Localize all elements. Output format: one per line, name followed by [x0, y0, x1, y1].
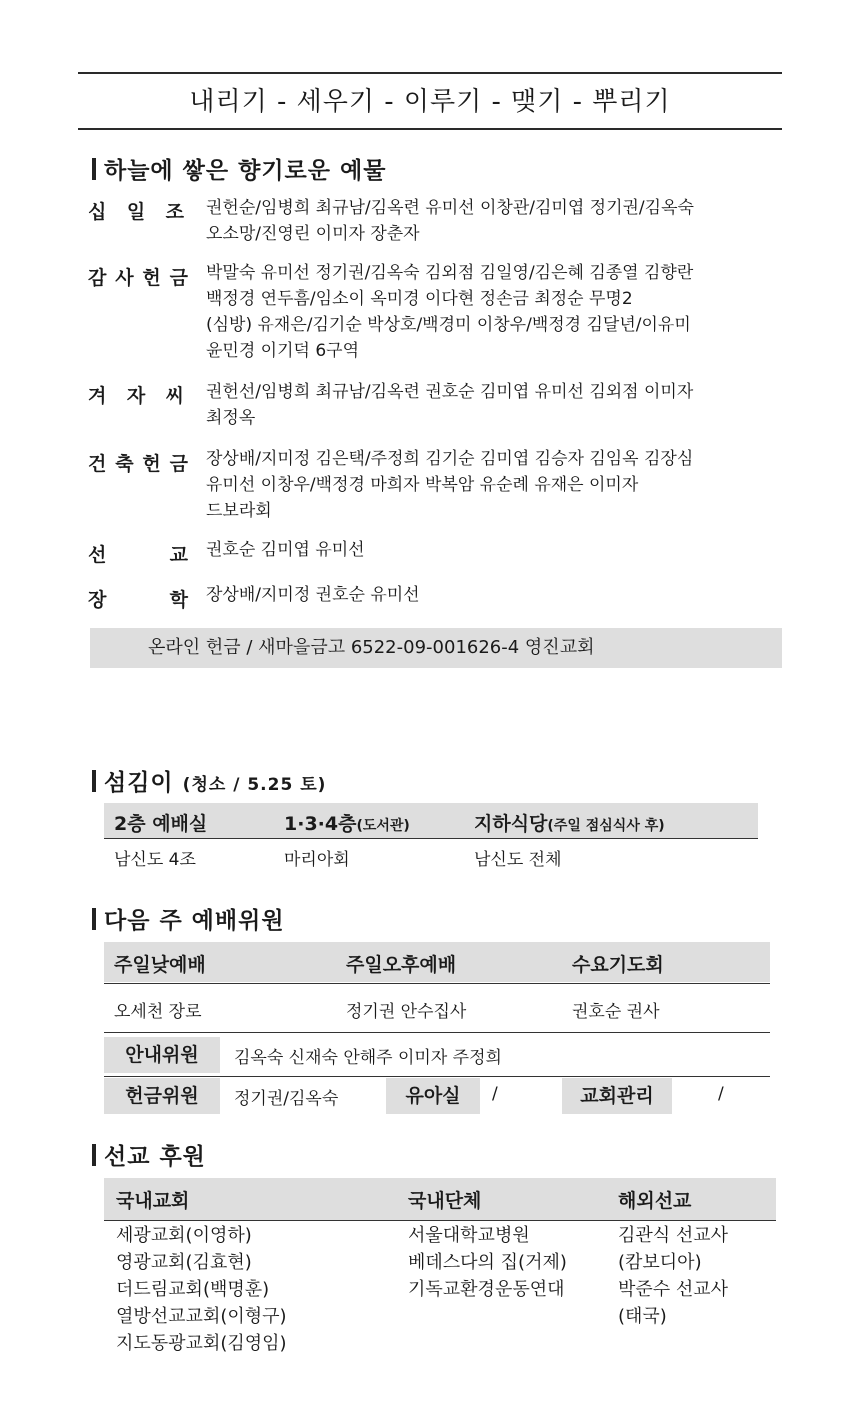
building-offering-names: 장상배/지미정 김은택/주정희 김기순 김미엽 김승자 김임옥 김장심 유미선 이창우/백정경 마희자 박복암 유순례 유재은 이미자 드보라회 [206, 449, 694, 521]
next-week-values-rule [104, 1032, 770, 1033]
list-item: 영광교회(김효현) [116, 1252, 252, 1273]
list-item: 더드림교회(백명훈) [116, 1279, 270, 1300]
next-week-header-rule [104, 983, 770, 984]
offering-section-title: 하늘에 쌓은 향기로운 예물 [92, 152, 386, 185]
domestic-church-list [116, 1222, 287, 1357]
section-bar-icon [92, 770, 96, 792]
label-scholarship: 장 학 [88, 589, 188, 611]
label-mission: 선 교 [88, 544, 188, 566]
next-week-header-wednesday: 수요기도회 [572, 954, 664, 976]
label-mustard-seed: 겨 자 씨 [88, 385, 184, 407]
church-management-label: 교회관리 [562, 1078, 672, 1114]
serving-header-2f: 2층 예배실 [114, 813, 208, 835]
scholarship-names: 장상배/지미정 권호순 유미선 [206, 585, 420, 605]
mission-header-rule [104, 1220, 776, 1221]
serving-header-basement: 지하식당(주일 점심식사 후) [474, 813, 665, 835]
mission-header-overseas: 해외선교 [618, 1190, 692, 1212]
serving-value-134f: 마리아회 [284, 850, 350, 870]
domestic-org-list [408, 1222, 567, 1303]
next-week-value-morning: 오세천 장로 [114, 1002, 202, 1022]
next-week-header-afternoon: 주일오후예배 [346, 954, 457, 976]
next-week-value-wednesday: 권호순 권사 [572, 1002, 660, 1022]
nursery-label: 유아실 [386, 1078, 480, 1114]
mission-header-domestic-church: 국내교회 [116, 1190, 190, 1212]
usher-rule [104, 1076, 770, 1077]
label-thanks-offering: 감 사 헌 금 [88, 267, 188, 289]
overseas-list [618, 1222, 728, 1330]
banner-bottom-rule [78, 128, 782, 130]
list-item: 지도동광교회(김영임) [116, 1333, 287, 1354]
next-week-value-afternoon: 정기권 안수집사 [346, 1002, 467, 1022]
offering-committee-value: 정기권/김옥숙 [234, 1089, 339, 1109]
nursery-value: / [492, 1084, 498, 1104]
online-offering-account: 온라인 헌금 / 새마을금고 6522-09-001626-4 영진교회 [90, 628, 782, 668]
mission-support-section-title: 선교 후원 [92, 1138, 206, 1171]
label-tithe: 십 일 조 [88, 201, 184, 223]
list-item: 서울대학교병원 [408, 1225, 530, 1246]
usher-value: 김옥숙 신재숙 안해주 이미자 주정희 [234, 1048, 502, 1068]
thanks-offering-names: 박말숙 유미선 정기권/김옥숙 김외점 김일영/김은혜 김종열 김향란 백정경 연두흠/임소이 옥미경 이다현 정손금 최정순 무명2 (심방) 유재은/김기순 박상호/백경미 이창우/백정경 김달년/이유미 윤민경 이기덕 6구역 [206, 263, 694, 361]
list-item: 김관식 선교사 [618, 1225, 729, 1246]
list-item: (태국) [618, 1306, 667, 1327]
next-week-header-morning: 주일낮예배 [114, 954, 206, 976]
list-item: 열방선교교회(이형구) [116, 1306, 287, 1327]
list-item: 베데스다의 집(거제) [408, 1252, 567, 1273]
serving-header-134f: 1·3·4층(도서관) [284, 813, 410, 835]
banner-title: 내리기 - 세우기 - 이루기 - 맺기 - 뿌리기 [189, 87, 671, 117]
mission-header-domestic-org: 국내단체 [408, 1190, 482, 1212]
section-bar-icon [92, 908, 96, 930]
offering-committee-label: 헌금위원 [104, 1078, 220, 1114]
mission-names: 권호순 김미엽 유미선 [206, 540, 365, 560]
mustard-seed-names: 권헌선/임병희 최규남/김옥련 권호순 김미엽 유미선 김외점 이미자 최정옥 [206, 382, 694, 428]
section-bar-icon [92, 158, 96, 180]
list-item: 세광교회(이영하) [116, 1225, 252, 1246]
next-week-section-title: 다음 주 예배위원 [92, 902, 285, 935]
list-item: (캄보디아) [618, 1252, 702, 1273]
section-bar-icon [92, 1144, 96, 1166]
serving-section-title: 섬김이 (청소 / 5.25 토) [92, 764, 326, 797]
serving-value-2f: 남신도 4조 [114, 850, 196, 870]
label-building-offering: 건 축 헌 금 [88, 453, 188, 475]
church-management-value: / [718, 1084, 724, 1104]
serving-header-rule [104, 838, 758, 839]
list-item: 박준수 선교사 [618, 1279, 729, 1300]
banner-top-rule [78, 72, 782, 74]
list-item: 기독교환경운동연대 [408, 1279, 565, 1300]
tithe-names: 권헌순/임병희 최규남/김옥련 유미선 이창관/김미엽 정기권/김옥숙 오소망/진영린 이미자 장춘자 [206, 198, 694, 244]
usher-label: 안내위원 [104, 1037, 220, 1073]
serving-value-basement: 남신도 전체 [474, 850, 562, 870]
